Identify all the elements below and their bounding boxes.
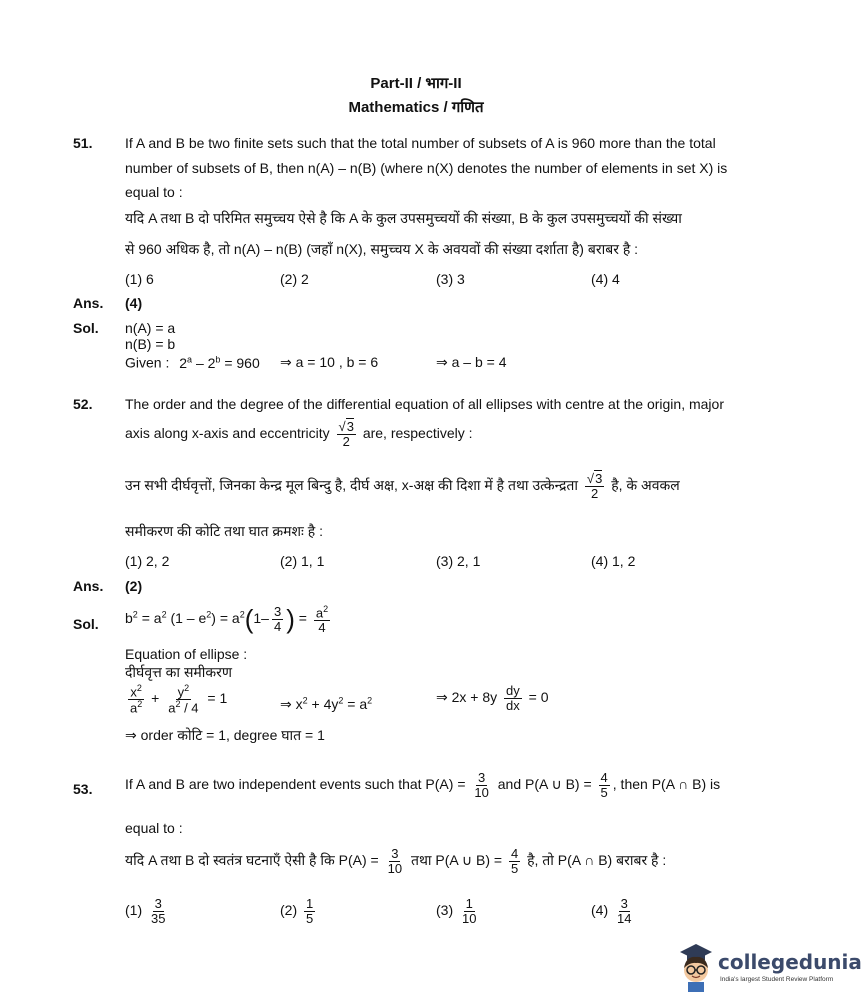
question-text-hindi: से 960 अधिक है, तो n(A) – n(B) (जहाँ n(X), समुच्चय X के अवयवों की संख्या दर्शाता है) बराबर है : — [125, 241, 639, 257]
option: (3) $\frac{1}{10}$ — [436, 896, 477, 926]
option: (4) 1, 2 — [591, 553, 636, 569]
question-text: equal to : — [125, 820, 183, 836]
option: (2) 2 — [280, 271, 309, 287]
collegedunia-logo — [676, 940, 862, 996]
question-text: axis along x-axis and eccentricity $\frac{√3}{2}$ are, respectively : — [125, 419, 473, 449]
solution-line: n(A) = a — [125, 320, 176, 336]
question-text: If A and B are two independent events such that P(A) = $\frac{3}{10}$ and P(A ∪ B) = $\frac{4}{5}$ , then P(A ∩ B) is — [125, 770, 721, 800]
answer-value: (4) — [125, 295, 143, 311]
answer-value: (2) — [125, 578, 143, 594]
answer-label: Ans. — [73, 578, 104, 594]
question-text: If A and B be two finite sets such that the total number of subsets of A is 960 more than the total — [125, 135, 716, 151]
question-number: 52. — [73, 396, 93, 412]
option: (2) $\frac{1}{5}$ — [280, 896, 314, 926]
solution-equation: $b^2 = a^2$ $(1 - e^2) = a^2(1-$ $\frac{3}{4}$ ) = $\frac{a^2}{4}$ — [125, 603, 329, 635]
option: (4) 4 — [591, 271, 620, 287]
solution-final: ⇒ order कोटि = 1, degree घात = 1 — [125, 727, 325, 743]
option: (4) $\frac{3}{14}$ — [591, 896, 632, 926]
question-text: The order and the degree of the differential equation of all ellipses with centre at the origin, major — [125, 396, 724, 412]
given-label: Given : — [125, 354, 170, 371]
solution-line: n(B) = b — [125, 336, 176, 352]
question-number: 51. — [73, 135, 93, 151]
solution-label: Sol. — [73, 320, 99, 336]
option: (3) 2, 1 — [436, 553, 481, 569]
solution-line-hindi: दीर्घवृत्त का समीकरण — [125, 664, 233, 680]
subject-title: Mathematics / गणित — [348, 99, 484, 116]
ellipse-equation: $\frac{x^2}{a^2}$ + $\frac{y^2}{a^2 / 4}$ = 1 — [130, 683, 228, 716]
question-text-hindi: समीकरण की कोटि तथा घात क्रमशः है : — [125, 523, 323, 539]
given-equation: $2^a - 2^b = 960$ — [179, 354, 260, 371]
answer-label: Ans. — [73, 295, 104, 311]
solution-result: ⇒ a = 10 , b = 6 — [280, 354, 379, 370]
question-text: number of subsets of B, then n(A) – n(B) (where n(X) denotes the number of elements in set X) is — [125, 160, 728, 176]
logo-tagline: India's largest Student Review Platform — [720, 976, 834, 983]
question-number: 53. — [73, 781, 93, 797]
question-text-hindi: यदि A तथा B दो परिमित समुच्चय ऐसे है कि A के कुल उपसमुच्चयों की संख्या, B के कुल उपसमुच्चयों की संख्या — [125, 210, 682, 226]
part-title: Part-II / भाग-II — [370, 75, 462, 92]
mascot-icon — [676, 942, 716, 992]
option: (1) 2, 2 — [125, 553, 170, 569]
eccentricity-fraction: $\frac{√3}{2}$ — [338, 419, 354, 449]
option: (1) 6 — [125, 271, 154, 287]
solution-label: Sol. — [73, 616, 99, 632]
logo-name: collegedunia — [718, 950, 862, 974]
differential-equation: ⇒ 2x + 8y $\frac{dy}{dx}$ = 0 — [436, 683, 549, 713]
ellipse-simplified: ⇒ $x^2 + 4y^2 = a^2$ — [280, 695, 373, 712]
option: (3) 3 — [436, 271, 465, 287]
question-text-hindi: यदि A तथा B दो स्वतंत्र घटनाएँ ऐसी है कि P(A) = $\frac{3}{10}$ तथा P(A ∪ B) = $\frac{4}{5}$ है, तो P(A ∩ B) बराबर है : — [125, 846, 667, 876]
solution-given — [125, 354, 260, 371]
question-text-hindi: उन सभी दीर्घवृत्तों, जिनका केन्द्र मूल बिन्दु है, दीर्घ अक्ष, x-अक्ष की दिशा में है तथा उत्केन्द्रता $\frac{√3}{2}$ है, के अवकल — [125, 471, 680, 501]
option: (2) 1, 1 — [280, 553, 325, 569]
option: (1) $\frac{3}{35}$ — [125, 896, 166, 926]
solution-result: ⇒ a – b = 4 — [436, 354, 507, 370]
eccentricity-fraction: $\frac{√3}{2}$ — [586, 471, 603, 501]
question-text: equal to : — [125, 184, 183, 200]
solution-line: Equation of ellipse : — [125, 646, 248, 662]
